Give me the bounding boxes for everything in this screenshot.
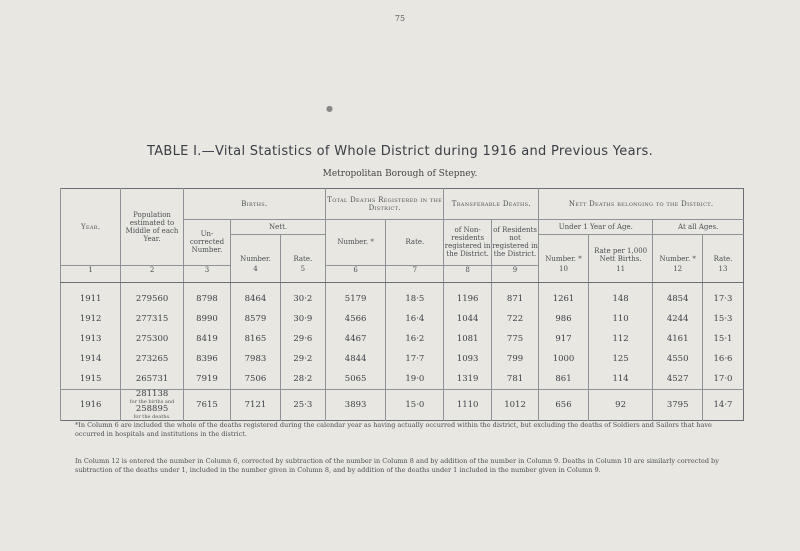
cell-under1-number: 656 [539,389,589,420]
column-number: 5 [280,265,325,282]
population-note-births: for the births and [129,398,175,405]
cell-under1-number: 917 [539,329,589,349]
table-row [61,309,744,329]
header-all-rate: Rate. [702,235,743,266]
cell-under1-number: 861 [539,369,589,390]
header-births: Births. [183,189,325,220]
cell-all-number: 4854 [653,282,703,309]
population-births: 281138 [135,388,169,399]
column-number-row [61,265,744,282]
cell-all-number: 4550 [653,349,703,369]
cell-deaths-rate: 18·5 [386,282,444,309]
cell-residents: 722 [491,309,538,329]
column-number: 10 [539,265,589,282]
column-number: 12 [653,265,703,282]
cell-nett-rate: 30·9 [280,309,325,329]
cell-under1-number: 1261 [539,282,589,309]
column-number: 2 [121,265,183,282]
column-number: 1 [61,265,121,282]
cell-deaths-number: 3893 [325,389,385,420]
cell-non-residents: 1044 [444,309,491,329]
cell-all-number: 4161 [653,329,703,349]
cell-nett-rate: 29·6 [280,329,325,349]
cell-uncorrected: 8798 [183,282,230,309]
cell-population [121,389,183,420]
header-deaths-number: Number. * [325,220,385,266]
table-row [61,282,744,309]
cell-all-rate: 14·7 [702,389,743,420]
column-number: 8 [444,265,491,282]
cell-nett-number: 7983 [231,349,281,369]
cell-deaths-rate: 16·4 [386,309,444,329]
header-under1-number: Number. * [539,235,589,266]
footnote-star: *In Column 6 are included the whole of the deaths registered during the calendar year as having actually occurred within the district, but excluding the deaths of Soldiers and Sailors that have occurred in hospitals and institutions in the district. [75,421,712,438]
column-number: 6 [325,265,385,282]
cell-non-residents: 1081 [444,329,491,349]
table-row [61,349,744,369]
header-nett-deaths: Nett Deaths belonging to the District. [539,189,744,220]
header-all-ages: At all Ages. [653,220,744,235]
cell-under1-rate: 92 [588,389,653,420]
column-number: 3 [183,265,230,282]
column-number: 4 [231,265,281,282]
cell-nett-number: 7121 [231,389,281,420]
cell-non-residents: 1110 [444,389,491,420]
cell-deaths-rate: 17·7 [386,349,444,369]
header-under1-rate: Rate per 1,000 Nett Births. [588,235,653,266]
header-deaths-rate: Rate. [386,220,444,266]
cell-nett-rate: 30·2 [280,282,325,309]
cell-under1-rate: 148 [588,282,653,309]
cell-population: 265731 [121,369,183,390]
header-transferable-deaths: Transferable Deaths. [444,189,539,220]
cell-under1-rate: 112 [588,329,653,349]
cell-deaths-number: 4844 [325,349,385,369]
cell-year: 1911 [61,282,121,309]
cell-nett-rate: 28·2 [280,369,325,390]
header-year: Year. [61,189,121,266]
cell-deaths-number: 5065 [325,369,385,390]
cell-residents: 781 [491,369,538,390]
cell-uncorrected: 8419 [183,329,230,349]
cell-uncorrected: 8990 [183,309,230,329]
cell-population: 275300 [121,329,183,349]
cell-nett-number: 8579 [231,309,281,329]
cell-uncorrected: 7919 [183,369,230,390]
cell-under1-rate: 110 [588,309,653,329]
cell-nett-rate: 29·2 [280,349,325,369]
cell-all-number: 4244 [653,309,703,329]
cell-nett-number: 7506 [231,369,281,390]
header-non-residents: of Non-residents registered in the District. [444,220,491,266]
header-nett-rate: Rate. [280,235,325,266]
footnote-columns: In Column 12 is entered the number in Column 6, corrected by subtraction of the number in Column 8 and by addition of the number in Column 9. Deaths in Column 10 are similarly corrected by subtraction of the deaths under 1, included in the number given in Column 8, and by addition of the deaths under 1 included in the number given in Column 9. [75,457,719,474]
header-uncorrected: Un-corrected Number. [183,220,230,266]
table-row [61,329,744,349]
header-nett: Nett. [231,220,326,235]
print-mark: ● [326,104,333,113]
cell-non-residents: 1319 [444,369,491,390]
table-row [61,369,744,390]
cell-year: 1913 [61,329,121,349]
cell-residents: 799 [491,349,538,369]
cell-nett-number: 8464 [231,282,281,309]
table-row [61,389,744,420]
cell-all-number: 4527 [653,369,703,390]
column-number: 9 [491,265,538,282]
cell-residents: 775 [491,329,538,349]
cell-deaths-rate: 16·2 [386,329,444,349]
cell-all-rate: 17·0 [702,369,743,390]
cell-nett-number: 8165 [231,329,281,349]
cell-all-rate: 17·3 [702,282,743,309]
cell-all-rate: 15·3 [702,309,743,329]
cell-population: 273265 [121,349,183,369]
header-residents-not-registered: of Residents not registered in the District. [491,220,538,266]
vital-statistics-table [60,188,744,421]
cell-all-rate: 16·6 [702,349,743,369]
header-total-deaths: Total Deaths Registered in the District. [325,189,443,220]
cell-deaths-number: 4467 [325,329,385,349]
population-note-deaths: for the deaths. [133,413,171,420]
table-title: TABLE I.—Vital Statistics of Whole District during 1916 and Previous Years. [146,144,654,159]
cell-deaths-number: 4566 [325,309,385,329]
column-number: 7 [386,265,444,282]
cell-year: 1915 [61,369,121,390]
column-number: 11 [588,265,653,282]
header-nett-number: Number. [231,235,281,266]
cell-under1-number: 986 [539,309,589,329]
table-subtitle: Metropolitan Borough of Stepney. [322,169,478,179]
cell-deaths-rate: 15·0 [386,389,444,420]
cell-all-rate: 15·1 [702,329,743,349]
cell-under1-rate: 125 [588,349,653,369]
cell-non-residents: 1093 [444,349,491,369]
column-number: 13 [702,265,743,282]
cell-deaths-number: 5179 [325,282,385,309]
cell-deaths-rate: 19·0 [386,369,444,390]
page-number: 75 [394,14,406,23]
cell-residents: 871 [491,282,538,309]
cell-population: 279560 [121,282,183,309]
cell-nett-rate: 25·3 [280,389,325,420]
cell-all-number: 3795 [653,389,703,420]
cell-non-residents: 1196 [444,282,491,309]
cell-year: 1916 [61,389,121,420]
cell-year: 1914 [61,349,121,369]
cell-uncorrected: 8396 [183,349,230,369]
header-under-1-year: Under 1 Year of Age. [539,220,653,235]
header-population: Population estimated to Middle of each Year. [121,189,183,266]
header-all-number: Number. * [653,235,703,266]
cell-population: 277315 [121,309,183,329]
cell-residents: 1012 [491,389,538,420]
cell-year: 1912 [61,309,121,329]
cell-under1-number: 1000 [539,349,589,369]
cell-under1-rate: 114 [588,369,653,390]
cell-uncorrected: 7615 [183,389,230,420]
population-deaths: 258895 [135,403,169,414]
